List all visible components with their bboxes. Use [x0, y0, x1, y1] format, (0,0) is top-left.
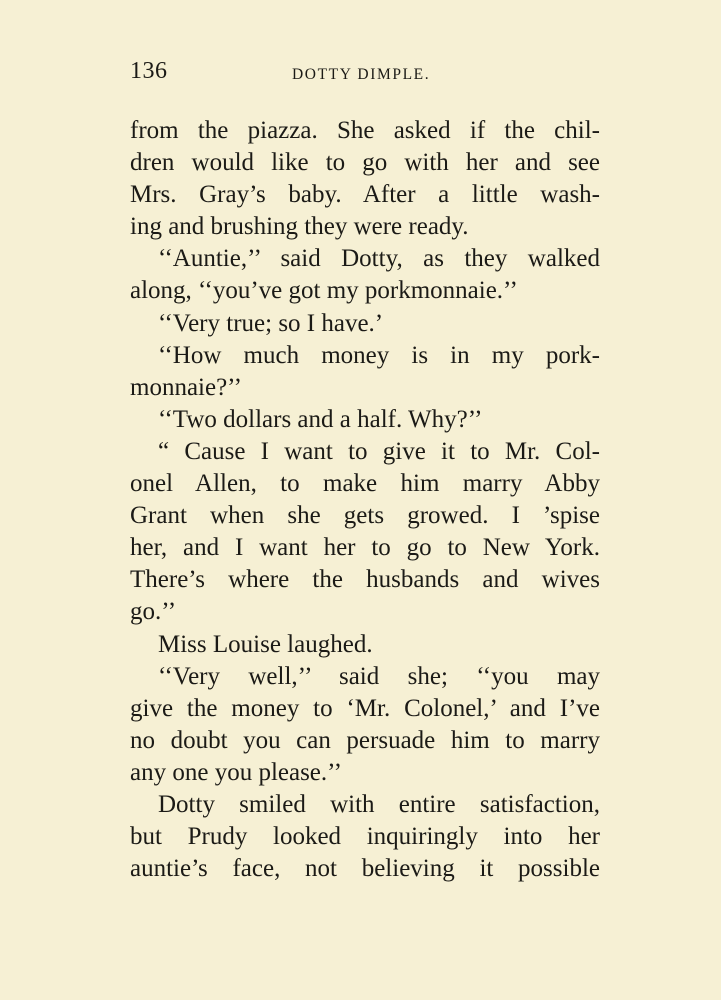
text-line: There’s where the husbands and wives [130, 566, 600, 594]
text-line: give the money to ‘Mr. Colonel,’ and I’ve [130, 694, 600, 722]
text-line: ‘‘Auntie,’’ said Dotty, as they walked [158, 245, 600, 273]
running-title: DOTTY DIMPLE. [292, 66, 431, 83]
text-line: any one you please.’’ [130, 758, 342, 786]
text-line: “ Cause I want to give it to Mr. Col- [158, 437, 600, 465]
text-line: but Prudy looked inquiringly into her [130, 823, 600, 851]
text-line: onel Allen, to make him marry Abby [130, 470, 600, 498]
text-line: monnaie?’’ [130, 373, 242, 401]
text-line: no doubt you can persuade him to marry [130, 726, 600, 754]
text-line: go.’’ [130, 598, 177, 626]
text-line: auntie’s face, not believing it possible [130, 855, 600, 883]
body-text [130, 115, 600, 885]
page-header [130, 58, 600, 92]
text-line: ‘‘Very true; so I have.’ [158, 309, 384, 337]
text-line: ing and brushing they were ready. [130, 213, 469, 241]
text-line: ‘‘Two dollars and a half. Why?’’ [158, 405, 483, 433]
text-line: from the piazza. She asked if the chil- [130, 117, 600, 144]
text-line: dren would like to go with her and see [130, 149, 600, 177]
text-line: ‘‘Very well,’’ said she; ‘‘you may [158, 662, 600, 690]
text-line: Miss Louise laughed. [158, 630, 373, 658]
text-line: Grant when she gets growed. I ’spise [130, 502, 600, 530]
page-number: 136 [130, 58, 168, 84]
text-line: her, and I want her to go to New York. [130, 534, 600, 562]
text-line: ‘‘How much money is in my pork- [158, 341, 600, 369]
text-line: Dotty smiled with entire satisfaction, [158, 790, 600, 818]
text-line: Mrs. Gray’s baby. After a little wash- [130, 181, 600, 209]
text-line: along, ‘‘you’ve got my porkmonnaie.’’ [130, 277, 518, 305]
